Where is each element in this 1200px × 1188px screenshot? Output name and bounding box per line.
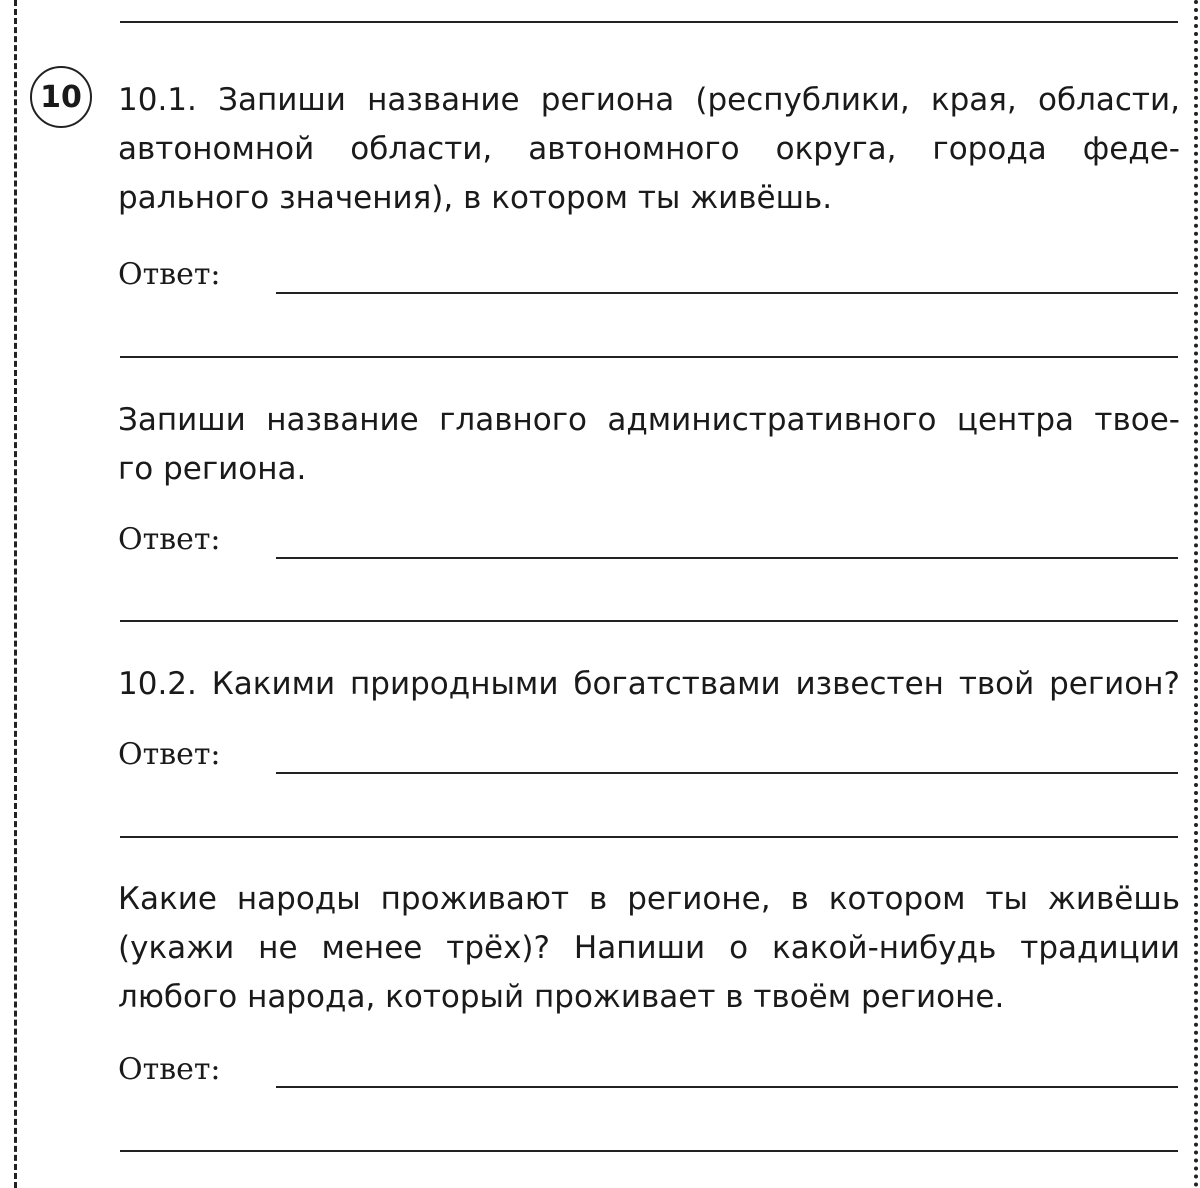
answer-label: Ответ: — [118, 1052, 221, 1087]
answer-field-line[interactable] — [120, 620, 1178, 622]
answer-field-line[interactable] — [276, 1086, 1178, 1088]
answer-field-line[interactable] — [120, 836, 1178, 838]
answer-line — [120, 21, 1178, 23]
question-text: автономной области, автономного округа, города феде- — [118, 131, 1180, 167]
answer-label: Ответ: — [118, 522, 221, 557]
answer-field-line[interactable] — [276, 557, 1178, 559]
cut-line-left — [14, 0, 17, 1188]
question-text: Запиши название главного административного центра твое- — [118, 402, 1180, 438]
question-text: 10.1. Запиши название региона (республики, края, области, — [118, 82, 1180, 118]
question-text: (укажи не менее трёх)? Напиши о какой-нибудь традиции — [118, 930, 1180, 966]
task-number-badge: 10 — [30, 66, 92, 128]
answer-field-line[interactable] — [120, 356, 1178, 358]
question-text: 10.2. Какими природными богатствами известен твой регион? — [118, 666, 1180, 702]
question-text: рального значения), в котором ты живёшь. — [118, 180, 833, 216]
answer-field-line[interactable] — [120, 1150, 1178, 1152]
answer-label: Ответ: — [118, 737, 221, 772]
answer-field-line[interactable] — [276, 292, 1178, 294]
question-text: Какие народы проживают в регионе, в котором ты живёшь — [118, 881, 1180, 917]
question-text: го региона. — [118, 451, 307, 487]
answer-label: Ответ: — [118, 257, 221, 292]
answer-field-line[interactable] — [276, 772, 1178, 774]
cut-line-right — [1194, 0, 1198, 1188]
question-text: любого народа, который проживает в твоём регионе. — [118, 979, 1005, 1015]
